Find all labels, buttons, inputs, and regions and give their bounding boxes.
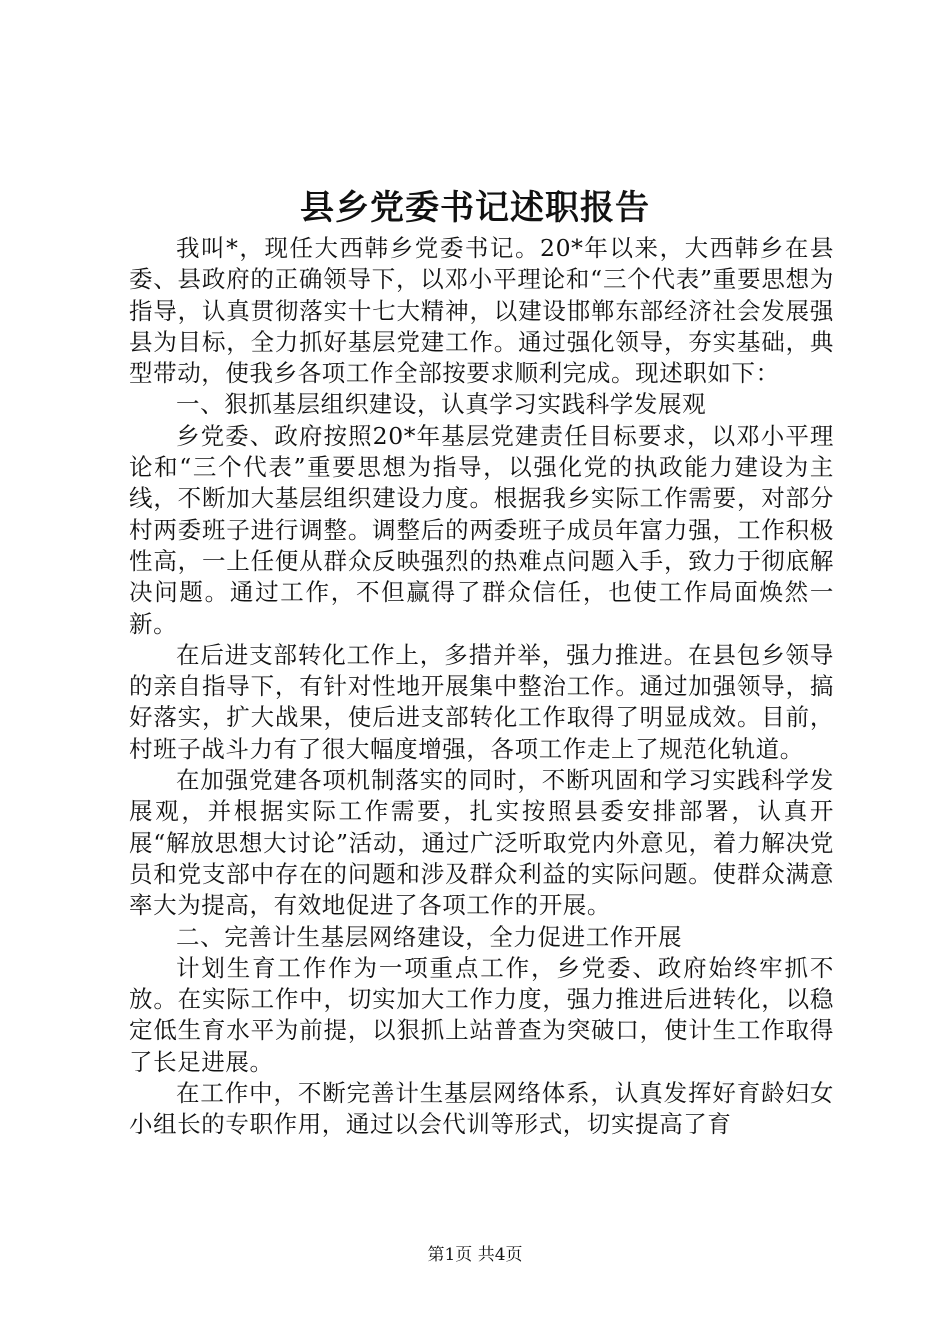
paragraph: 在后进支部转化工作上，多措并举，强力推进。在县包乡领导的亲自指导下，有针对性地开展集中整治工作。通过加强领导，搞好落实，扩大战果，使后进支部转化工作取得了明显成效。目前，村班子战斗力有了很大幅度增强，各项工作走上了规范化轨道。 <box>129 640 834 763</box>
section-heading-1: 一、狠抓基层组织建设，认真学习实践科学发展观 <box>176 390 707 419</box>
paragraph: 在工作中，不断完善计生基层网络体系，认真发挥好育龄妇女小组长的专职作用，通过以会代训等形式，切实提高了育 <box>129 1079 834 1139</box>
section-heading-2: 二、完善计生基层网络建设，全力促进工作开展 <box>176 922 683 951</box>
page-number: 第1页 共4页 <box>427 1245 523 1265</box>
paragraph: 计划生育工作作为一项重点工作，乡党委、政府始终牢抓不放。在实际工作中，切实加大工作力度，强力推进后进转化，以稳定低生育水平为前提，以狠抓上站普查为突破口，使计生工作取得了长足进展。 <box>129 953 834 1076</box>
paragraph: 乡党委、政府按照20*年基层党建责任目标要求，以邓小平理论和“三个代表”重要思想为指导，以强化党的执政能力建设为主线，不断加大基层组织建设力度。根据我乡实际工作需要，对部分村两委班子进行调整。调整后的两委班子成员年富力强，工作积极性高，一上任便从群众反映强烈的热难点问题入手，致力于彻底解决问题。通过工作，不但赢得了群众信任，也使工作局面焕然一新。 <box>129 421 834 638</box>
document-body <box>129 233 834 1141</box>
paragraph-intro: 我叫*，现任大西韩乡党委书记。20*年以来，大西韩乡在县委、县政府的正确领导下，以邓小平理论和“三个代表”重要思想为指导，认真贯彻落实十七大精神，以建设邯郸东部经济社会发展强县为目标，全力抓好基层党建工作。通过强化领导，夯实基础，典型带动，使我乡各项工作全部按要求顺利完成。现述职如下： <box>129 234 834 388</box>
paragraph: 在加强党建各项机制落实的同时，不断巩固和学习实践科学发展观，并根据实际工作需要，扎实按照县委安排部署，认真开展“解放思想大讨论”活动，通过广泛听取党内外意见，着力解决党员和党支部中存在的问题和涉及群众利益的实际问题。使群众满意率大为提高，有效地促进了各项工作的开展。 <box>129 766 834 920</box>
document-title: 县乡党委书记述职报告 <box>300 188 650 228</box>
